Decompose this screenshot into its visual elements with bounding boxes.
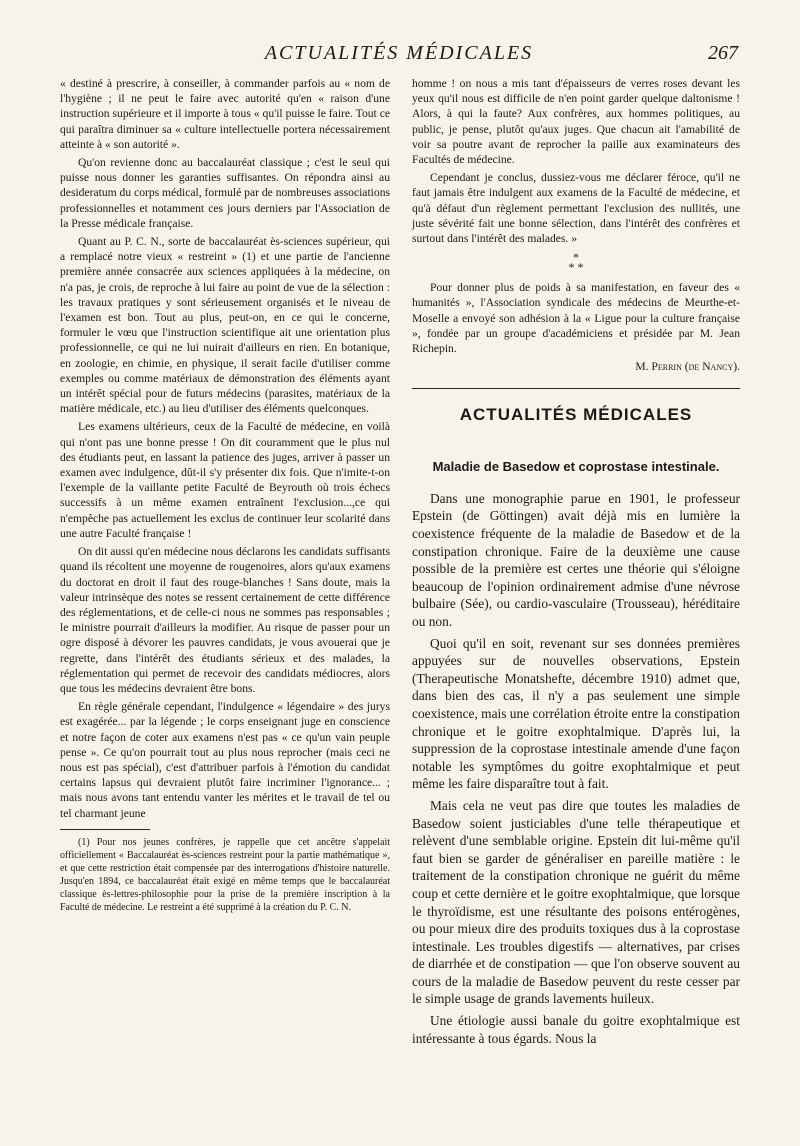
section-heading: ACTUALITÉS MÉDICALES [459, 405, 693, 425]
footnote: (1) Pour nos jeunes confrères, je rappelle que cet ancêtre s'appelait officiellement « Baccalauréat ès-sciences restreint pour la partie mathématique », et que cette restriction était compensée par des interrogations d'histoire naturelle. Jusqu'en 1894, ce baccalauréat était exigé en même temps que le baccalauréat classique ès-lettres-philosophie pour la prise de la première inscription à la Faculté de médecine. Le restreint a été supprimé à la création du P. C. N. [60, 836, 390, 913]
paragraph: Cependant je conclus, dussiez-vous me déclarer féroce, qu'il ne faut jamais être indulgent aux examens de la Faculté de médecine, et qu'à défaut d'un règlement permettant l'exclusion des nullités, une juste sévérité fait une bonne sélection, dans l'intérêt des confrères et surtout dans l'intérêt des malades. » [412, 171, 740, 246]
paragraph: homme ! on nous a mis tant d'épaisseurs de verres roses devant les yeux qu'il nous est difficile de n'en point garder quelque daltonisme ! Alors, à qui la faute? Aux confrères, aux hommes politiques, au public, je pense, plutôt qu'aux juges. Que chacun ait l'amabilité de voir sa poutre avant de reprocher la paille aux examinateurs des Facultés de médecine. [412, 77, 740, 167]
paragraph: « destiné à prescrire, à conseiller, à commander parfois au « nom de l'hygiène ; il ne peut le faire avec autorité qu'en « raison d'une instruction supérieure et il importe à tous « qu'il puisse le faire. Tout ce qui paraîtra diminuer sa « culture intellectuelle portera nécessairement atteinte à « son autorité ». [60, 77, 390, 151]
paragraph: En règle générale cependant, l'indulgence « légendaire » des jurys est exagérée... par la légende ; le corps enseignant juge en conscience et notre façon de coter aux examens n'est pas « ce qu'un vain peuple pense ». Ce qu'on pourrait tout au plus nous reprocher (mais ceci ne nous est pas spécial), c'est d'attribuer parfois à l'émotion du candidat certains lapsus qui devraient plutôt faire incriminer l'ignorance... ; mais nous avons tant entendu vanter les mérites et le travail de tel ou tel charmant jeune [60, 700, 390, 820]
asterism [412, 250, 740, 275]
paragraph: Pour donner plus de poids à sa manifestation, en faveur des « humanités », l'Association syndicale des médecins de Meurthe-et-Moselle a envoyé son adhésion à la « Ligue pour la culture française », fondée par un groupe d'académiciens et présidée par M. Jean Richepin. [412, 281, 740, 356]
paragraph: Dans une monographie parue en 1901, le professeur Epstein (de Göttingen) avait déjà mis en lumière la coexistence fréquente de la maladie de Basedow et de la constipation chronique. Faire de la deuxième une cause possible de la première est certes une théorie qui s'éloigne beaucoup de l'opinion ordinairement admise d'une névrose bulbaire (Sée), ou cardio-vasculaire (Trousseau), héréditaire ou non. [412, 490, 740, 630]
paragraph: On dit aussi qu'en médecine nous déclarons les candidats suffisants quand ils récoltent une moyenne de rougenoires, alors qu'aux examens du doctorat en droit il faut des rouge-blanches ! Sans doute, mais la valeur intrinsèque des notes se ressent certainement de cette différence des réglementations, et de celle-ci nous ne sommes pas responsables ; le ministre pourrait d'ailleurs la modifier. Au risque de passer pour un ogre disposé à dévorer les pauvres candidats, je vous avouerai que je regrette, dans l'intérêt des étudiants sérieux et des malades, la réglementation qui permet de recevoir des candidats médiocres, alors que tous les médecins devraient être bons. [60, 545, 390, 695]
page-header [60, 30, 738, 70]
paragraph: Quant au P. C. N., sorte de baccalauréat ès-sciences supérieur, qui a remplacé notre vieux « restreint » (1) et une partie de l'ancienne première année consacrée aux sciences appliquées à la médecine, on n'a pas, je crois, de reproche à lui faire au point de vue de la sélection : les travaux pratiques y sont sérieusement organisés et le niveau de l'examen est bon. Tout au plus, peut-on, en ce qui le concerne, formuler le vœu que l'instruction scientifique ait une orientation plus professionnelle, ce qui ne lui nuirait d'ailleurs en rien. En botanique, en zoologie, en chimie, en physique, il serait facile d'utiliser comme exemples ou comme matériaux de démonstration des éléments ayant un intérêt spécial pour de futurs médecins (parasites, matériaux de la matière médicale, etc.) au lieu d'utiliser des éléments quelconques. [60, 235, 390, 416]
article-title: Maladie de Basedow et coprostase intestinale. [432, 458, 720, 474]
asterism-bottom: * * [568, 260, 584, 275]
running-title: ACTUALITÉS MÉDICALES [264, 42, 534, 64]
paragraph: Qu'on revienne donc au baccalauréat classique ; c'est le seul qui puisse nous donner les garanties suffisantes. On répondra ainsi au desideratum du corps médical, formulé par de nombreuses associations professionnelles et notamment ces jours derniers par l'Association de la Presse médicale française. [60, 156, 391, 230]
author-signature: M. Perrin (de Nancy). [635, 360, 740, 374]
left-column [60, 76, 390, 917]
paragraph: Quoi qu'il en soit, revenant sur ses données premières appuyées sur de nouvelles observations, Epstein (Therapeutische Monatshefte, décembre 1910) admet que, dans bien des cas, il n'y a pas seulement une simple coexistence, mais une corrélation étroite entre la constipation chronique et le goitre exophtalmique. D'après lui, la suppression de la coprostase intestinale amende d'une façon notable les symptômes du goitre exophtalmique et peut même les faire disparaître tout à fait. [412, 635, 740, 792]
page-number: 267 [708, 42, 738, 64]
paragraph: Les examens ultérieurs, ceux de la Faculté de médecine, en voilà qui n'ont pas une bonne presse ! On dit couramment que le plus nul des étudiants peut, en lassant la patience des juges, arriver à passer un examen avec indulgence, dût-il s'y présenter dix fois. Que n'imite-t-on l'exemple de la vaillante petite Faculté de Beyrouth où trois échecs successifs à un même examen entraînent l'exclusion...,ce qui n'empêche pas actuellement les exclus de continuer leur scolarité dans une autre Faculté française ! [60, 420, 390, 540]
asterism-top: * [573, 250, 579, 265]
paragraph: Mais cela ne veut pas dire que toutes les maladies de Basedow soient justiciables d'une telle thérapeutique et relèvent d'une semblable origine. Epstein dit lui-même qu'il faut bien se garder de généraliser en pareille matière : le traitement de la constipation chronique ne guérit du même coup et cette dernière et le goitre exophtalmique, que lorsque le thyroïdisme, est une résultante des poisons entérogènes, ou pour mieux dire des produits toxiques dus à la coprostase intestinale. Les troubles digestifs — alternatives, par crises de diarrhée et de constipation — que l'on observe souvent au cours de la maladie de Basedow peuvent du reste cesser par le simple usage de grands lavements huileux. [412, 797, 740, 1007]
paragraph: Une étiologie aussi banale du goitre exophtalmique est intéressante à tous égards. Nous la [412, 1013, 740, 1046]
section-divider [412, 388, 740, 389]
article-body [412, 490, 740, 1047]
footnote-divider [60, 829, 150, 830]
right-column [412, 76, 740, 1051]
